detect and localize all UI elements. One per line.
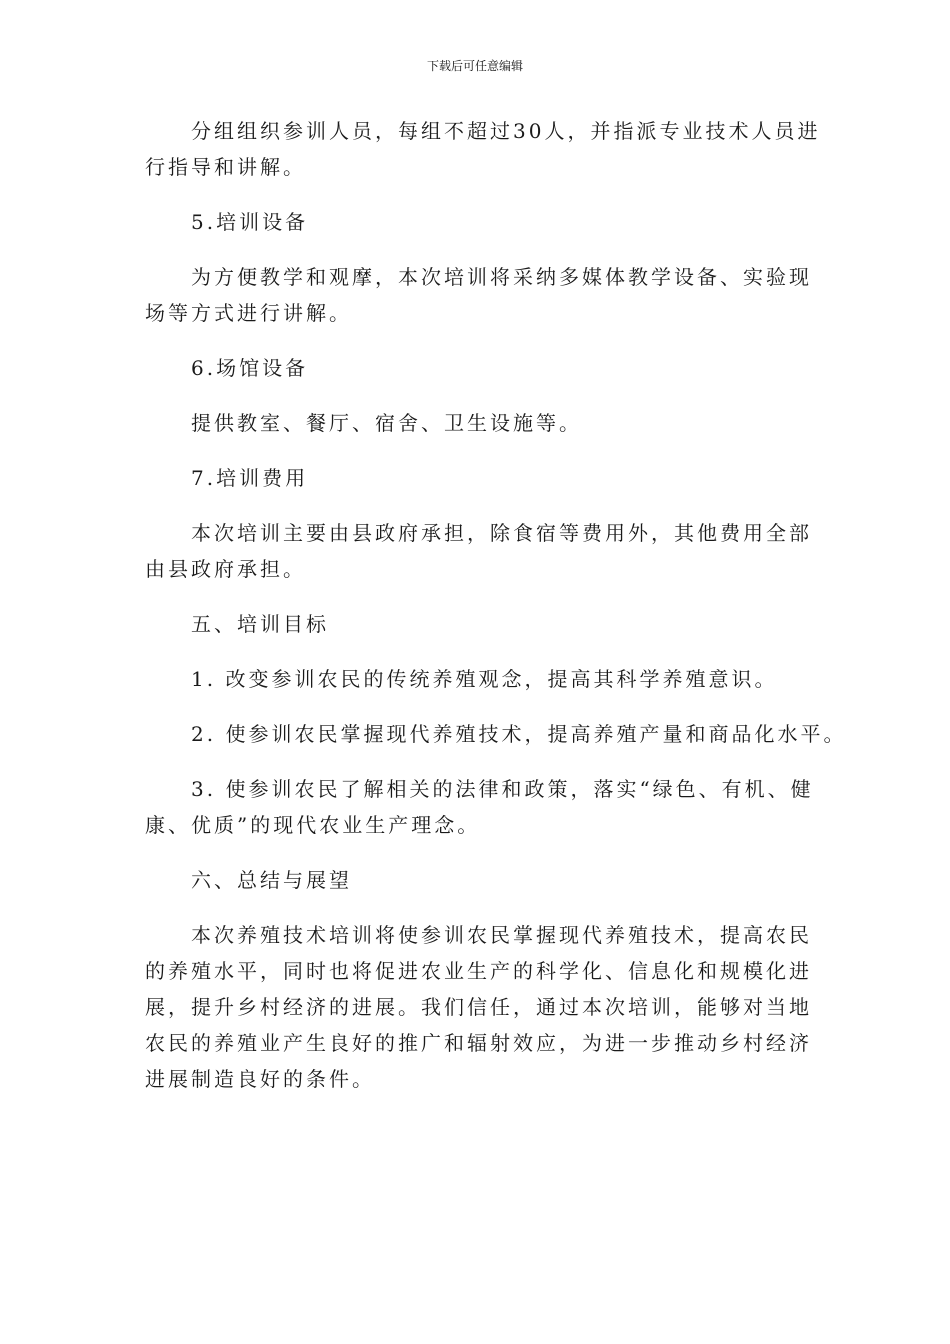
paragraph-venue — [145, 405, 825, 441]
heading-training-equipment — [145, 204, 825, 240]
text-line: 康、优质”的现代农业生产理念。 — [145, 813, 481, 837]
text-line: 6.场馆设备 — [191, 356, 309, 380]
paragraph-summary — [145, 917, 825, 1097]
text-line: 展，提升乡村经济的进展。我们信任，通过本次培训，能够对当地 — [145, 995, 812, 1019]
text-line: 的养殖水平，同时也将促进农业生产的科学化、信息化和规模化进 — [145, 959, 812, 983]
document-body — [145, 113, 847, 1116]
text-line: 5.培训设备 — [191, 210, 309, 234]
heading-training-goals — [145, 606, 825, 642]
text-line: 场等方式进行讲解。 — [145, 301, 352, 325]
text-line: 农民的养殖业产生良好的推广和辐射效应，为进一步推动乡村经济 — [145, 1031, 812, 1055]
text-line: 7.培训费用 — [191, 466, 309, 490]
goal-item-1 — [145, 661, 825, 697]
heading-summary — [145, 862, 825, 898]
goal-item-2 — [145, 716, 847, 752]
paragraph-cost — [145, 515, 825, 587]
heading-training-cost — [145, 460, 825, 496]
text-line: 六、总结与展望 — [191, 868, 352, 892]
text-line: 进展制造良好的条件。 — [145, 1067, 375, 1091]
text-line: 2. 使参训农民掌握现代养殖技术，提高养殖产量和商品化水平。 — [191, 722, 847, 746]
text-line: 五、培训目标 — [191, 612, 329, 636]
text-line: 行指导和讲解。 — [145, 155, 306, 179]
paragraph-grouping — [145, 113, 825, 185]
paragraph-equipment — [145, 259, 825, 331]
heading-venue-equipment — [145, 350, 825, 386]
text-line: 1. 改变参训农民的传统养殖观念，提高其科学养殖意识。 — [191, 667, 778, 691]
text-line: 本次养殖技术培训将使参训农民掌握现代养殖技术，提高农民 — [191, 923, 812, 947]
text-line: 为方便教学和观摩，本次培训将采纳多媒体教学设备、实验现 — [191, 265, 812, 289]
text-line: 提供教室、餐厅、宿舍、卫生设施等。 — [191, 411, 582, 435]
text-line: 本次培训主要由县政府承担，除食宿等费用外，其他费用全部 — [191, 521, 812, 545]
text-line: 分组组织参训人员，每组不超过30人，并指派专业技术人员进 — [191, 119, 821, 143]
page-header: 下载后可任意编辑 — [426, 59, 523, 73]
text-line: 3. 使参训农民了解相关的法律和政策，落实“绿色、有机、健 — [191, 777, 814, 801]
text-line: 由县政府承担。 — [145, 557, 306, 581]
goal-item-3 — [145, 771, 825, 843]
